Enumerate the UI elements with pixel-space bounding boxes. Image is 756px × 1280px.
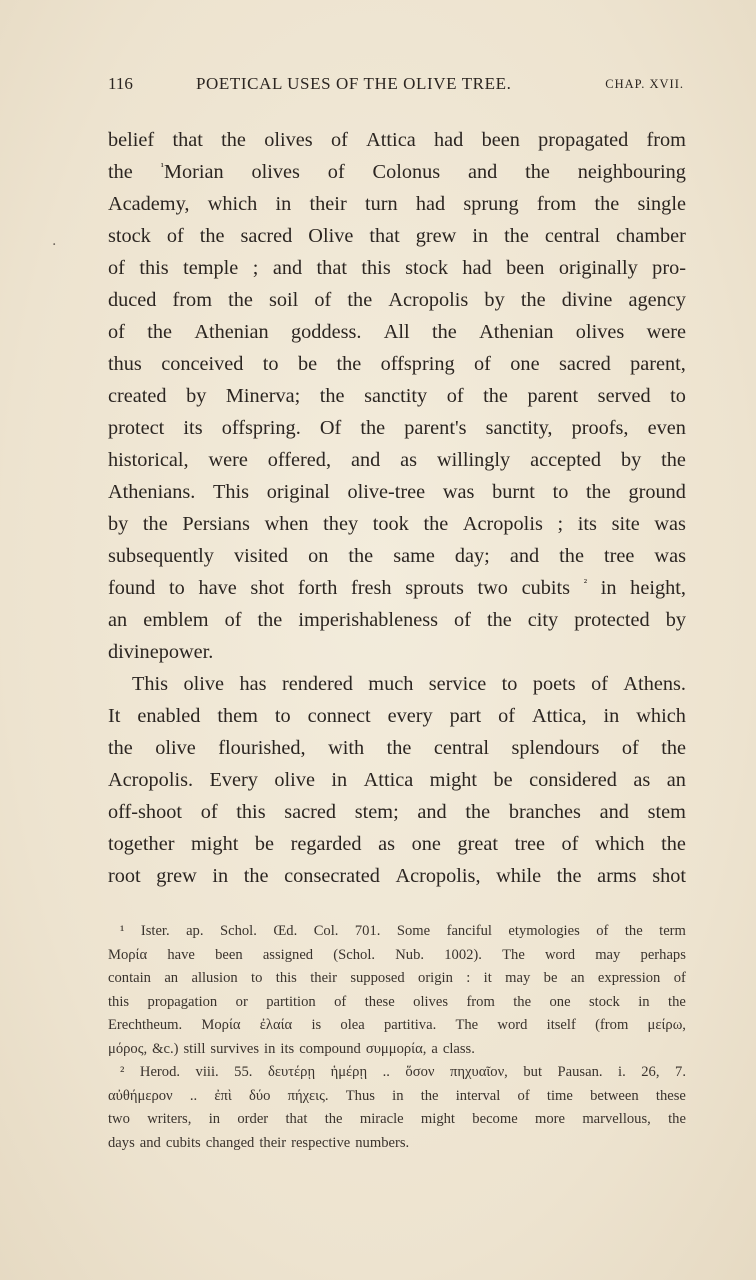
running-header xyxy=(108,74,688,102)
text-line: by the Persians when they took the Acropolis ; its site was xyxy=(108,513,686,535)
text-line: the olive flourished, with the central splendours of the xyxy=(108,737,686,759)
footnote-line: days and cubits changed their respective numbers. xyxy=(108,1134,410,1151)
text-line: off-shoot of this sacred stem; and the branches and stem xyxy=(108,801,686,823)
text-line: the $^{^1}$Morian olives of Colonus and the neighbouring xyxy=(108,161,686,183)
text-line: created by Minerva; the sanctity of the parent served to xyxy=(108,385,686,407)
footnote-line: αὐθήμερον .. ἐπὶ δύο πήχεις. Thus in the interval of time between these xyxy=(108,1087,686,1104)
text-line: Academy, which in their turn had sprung from the single xyxy=(108,193,686,215)
text-line: protect its offspring. Of the parent's sanctity, proofs, even xyxy=(108,417,686,439)
text-line: found to have shot forth fresh sprouts two cubits $^{^2}$ in height, xyxy=(108,577,686,599)
footnote-line: ¹ Ister. ap. Schol. Œd. Col. 701. Some fanciful etymologies of the term xyxy=(120,923,686,939)
footnote-line: Erechtheum. Μορία ἐλαία is olea partitiva. The word itself (from μείρω, xyxy=(108,1017,686,1033)
text-line: of this temple ; and that this stock had been originally pro- xyxy=(108,257,686,279)
text-line: divine power. xyxy=(108,641,214,663)
text-line: thus conceived to be the offspring of one sacred parent, xyxy=(108,353,686,375)
text-line: duced from the soil of the Acropolis by the divine agency xyxy=(108,289,686,311)
text-line: of the Athenian goddess. All the Athenian olives were xyxy=(108,321,686,343)
text-line: belief that the olives of Attica had been propagated from xyxy=(108,129,686,151)
page-number: 116 xyxy=(108,74,133,93)
main-text xyxy=(108,124,686,892)
text-line: Athenians. This original olive-tree was burnt to the ground xyxy=(108,481,686,503)
text-line: subsequently visited on the same day; and the tree was xyxy=(108,545,686,567)
text-line: It enabled them to connect every part of Attica, in which xyxy=(108,705,686,727)
footnote-line: μόρος, &c.) still survives in its compound συμμορία, a class. xyxy=(108,1040,475,1057)
text-line: root grew in the consecrated Acropolis, while the arms shot xyxy=(108,865,686,887)
running-title: POETICAL USES OF THE OLIVE TREE. xyxy=(196,74,512,93)
footnote-line: Μορία have been assigned (Schol. Nub. 1002). The word may perhaps xyxy=(108,946,686,963)
text-line: This olive has rendered much service to poets of Athens. xyxy=(132,673,686,695)
text-line: an emblem of the imperishableness of the city protected by xyxy=(108,609,686,631)
margin-mark: · xyxy=(52,237,57,253)
chapter-label: CHAP. XVII. xyxy=(605,77,684,91)
footnote-line: two writers, in order that the miracle might become more marvellous, the xyxy=(108,1111,686,1127)
footnote-line: contain an allusion to this their supposed origin : it may be an expression of xyxy=(108,970,686,986)
text-line: stock of the sacred Olive that grew in the central chamber xyxy=(108,225,686,247)
footnotes xyxy=(108,920,686,1155)
text-line: together might be regarded as one great tree of which the xyxy=(108,833,686,855)
footnote-line: ² Herod. viii. 55. δευτέρῃ ἡμέρῃ .. ὅσον πηχυαῖον, but Pausan. i. 26, 7. xyxy=(120,1064,686,1080)
footnote-line: this propagation or partition of these olives from the one stock in the xyxy=(108,993,686,1010)
text-line: Acropolis. Every olive in Attica might be considered as an xyxy=(108,769,686,791)
text-line: historical, were offered, and as willingly accepted by the xyxy=(108,449,686,471)
